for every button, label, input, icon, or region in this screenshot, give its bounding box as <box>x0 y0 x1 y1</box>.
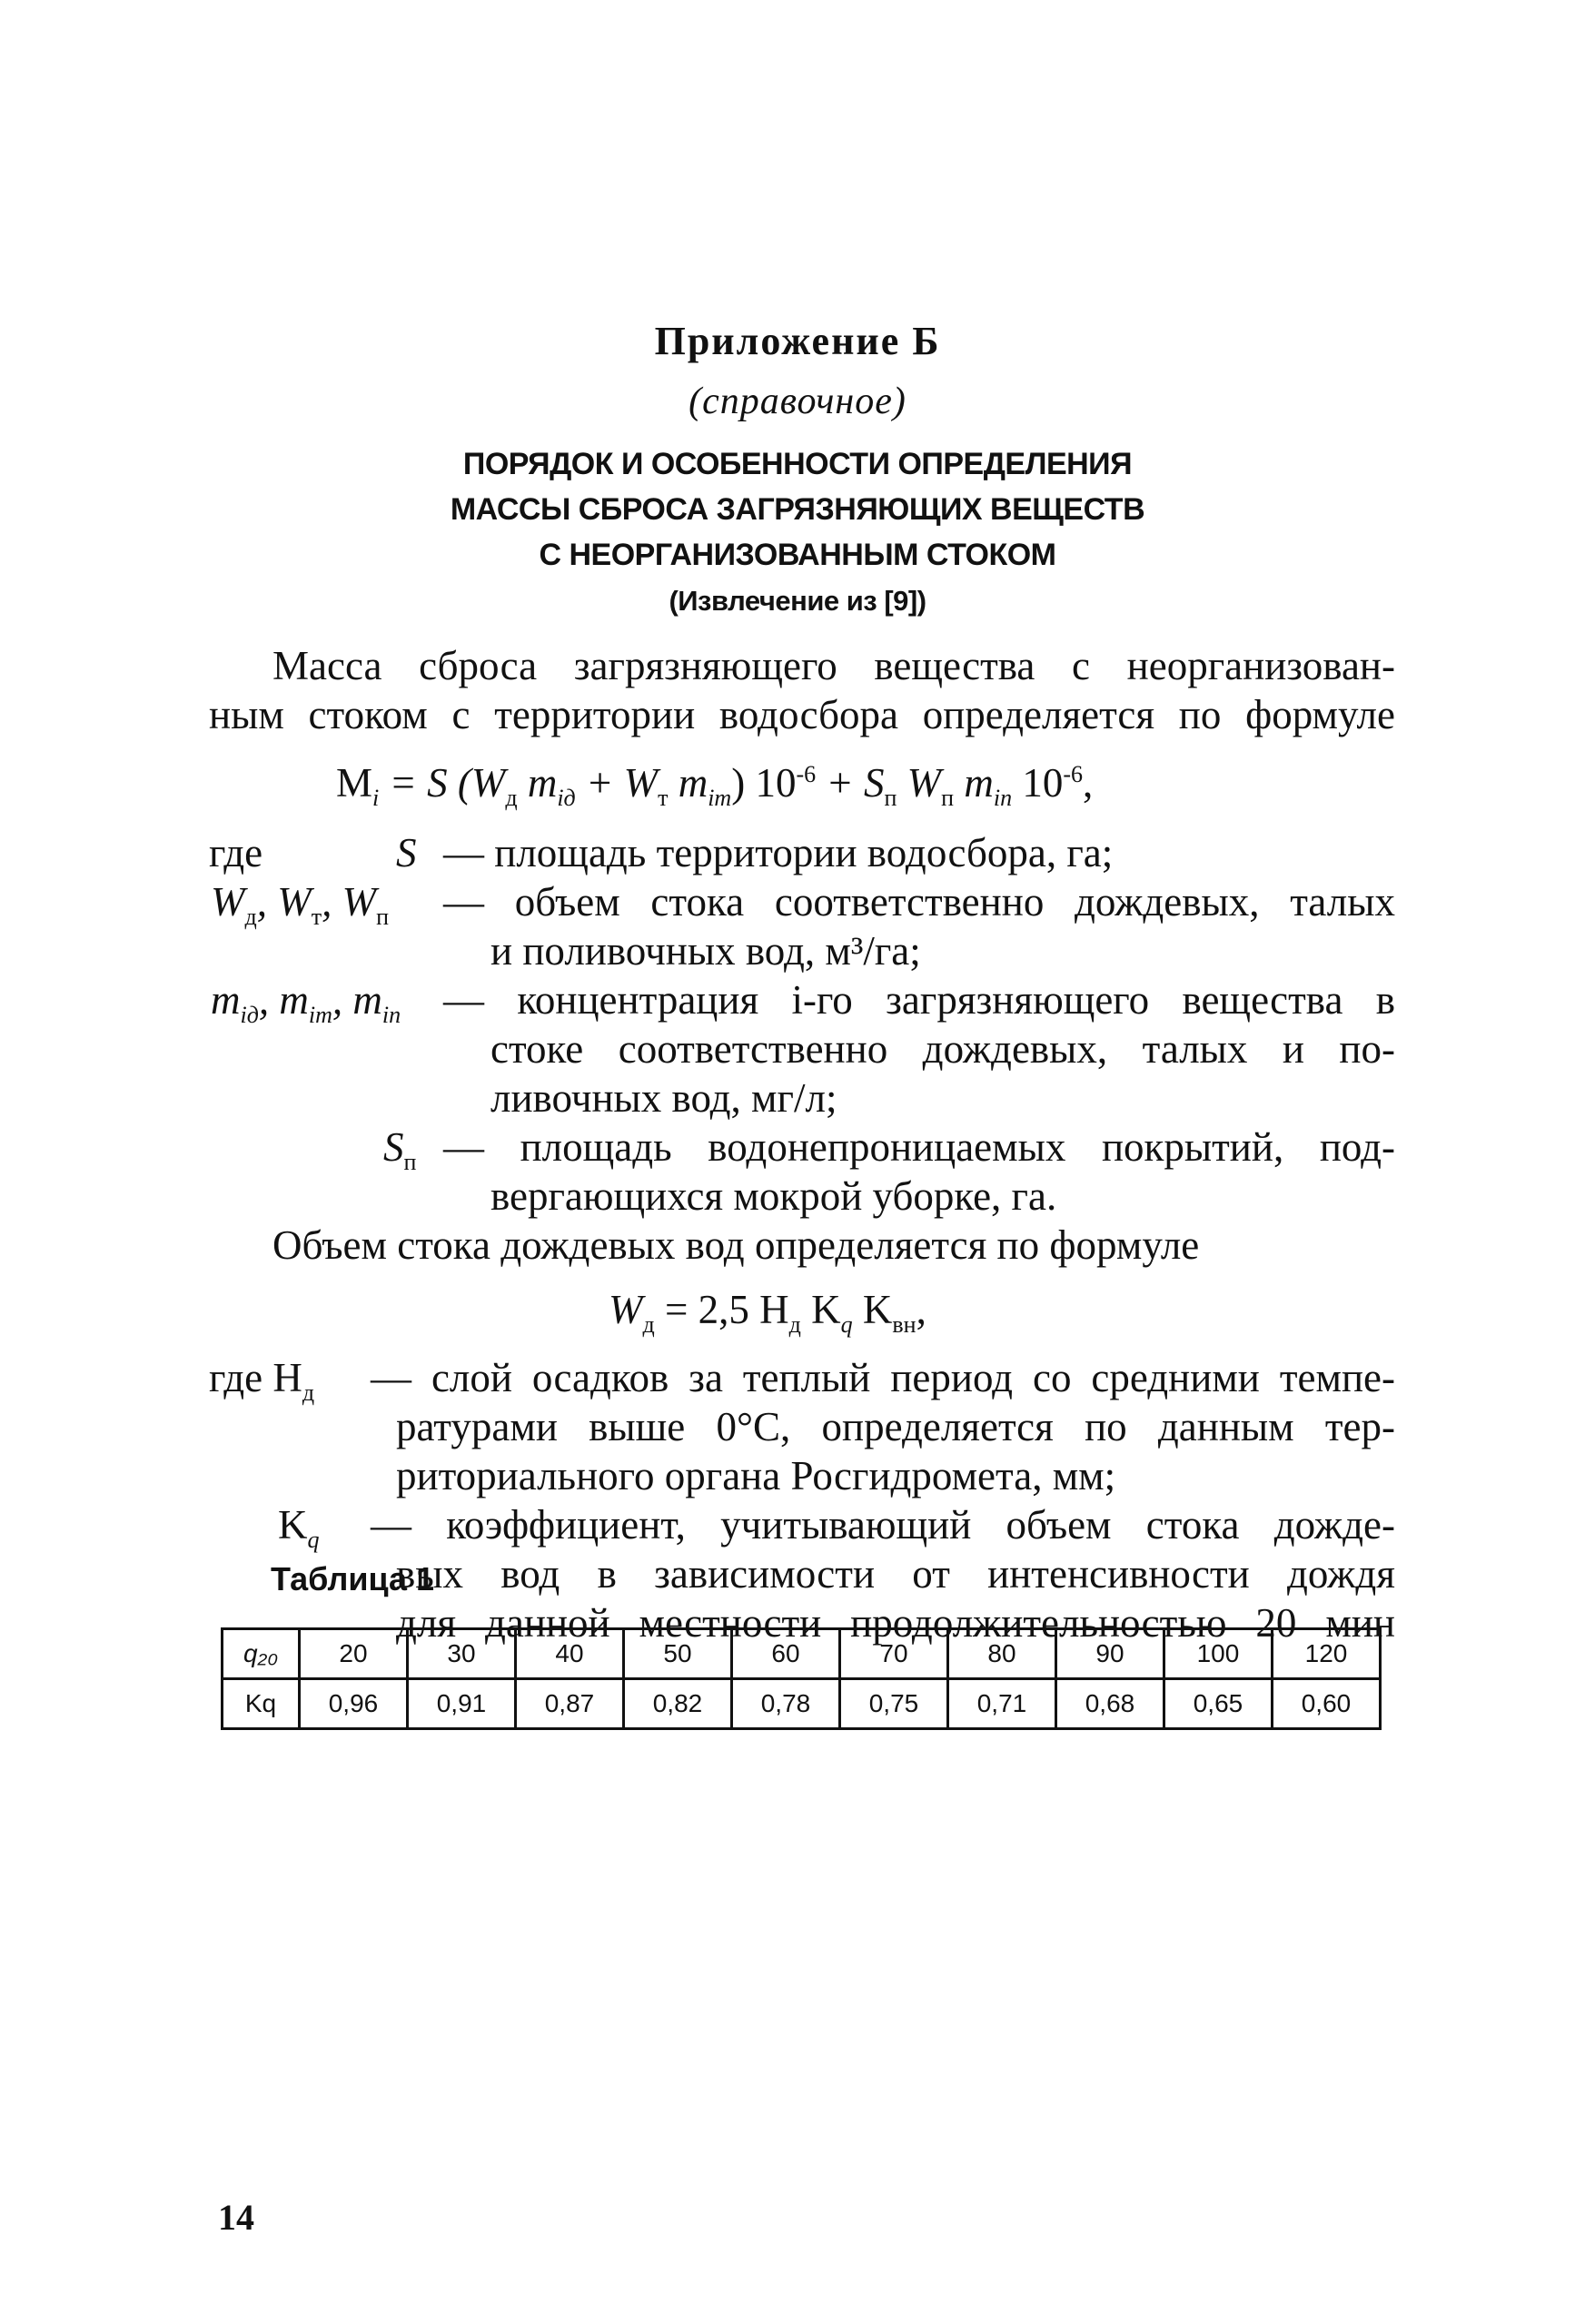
table-cell: 80 <box>947 1629 1055 1679</box>
intro-line-2: ным стоком с территории водосбора определяется по формуле <box>209 692 1395 737</box>
table-cell: 60 <box>731 1629 839 1679</box>
def-m-line-2: стоке соответственно дождевых, талых и по- <box>490 1026 1395 1072</box>
symbol-Kq: $K_q$ <box>278 1502 320 1553</box>
def-W-line-1: — объем стока соответственно дождевых, талых <box>443 879 1395 925</box>
table-cell: 0,87 <box>515 1679 623 1729</box>
table-cell: 0,91 <box>407 1679 515 1729</box>
table-row-q20 <box>223 1629 1381 1679</box>
symbols-m: $m_{iд}$, $m_{iт}$, $m_{iп}$ <box>211 977 401 1028</box>
section-heading-line-1: ПОРЯДОК И ОСОБЕННОСТИ ОПРЕДЕЛЕНИЯ <box>462 447 1133 481</box>
def-K-line-2: вых вод в зависимости от интенсивности дождя <box>396 1551 1395 1597</box>
table-cell: 0,82 <box>623 1679 731 1729</box>
def-W-line-2: и поливочных вод, м³/га; <box>490 928 921 974</box>
formula-rain-volume: $W_д = 2,5$ $H_д$ $K_q$ $K_{вн}$, <box>609 1287 926 1338</box>
paragraph-runoff: Объем стока дождевых вод определяется по формуле <box>272 1222 1200 1268</box>
row-header-q20: q₂₀ <box>223 1629 300 1679</box>
table-cell: 40 <box>515 1629 623 1679</box>
kq-table <box>221 1627 1382 1730</box>
table-cell: 0,96 <box>299 1679 407 1729</box>
table-cell: 50 <box>623 1629 731 1679</box>
table-cell: 70 <box>839 1629 947 1679</box>
table-cell: 0,71 <box>947 1679 1055 1729</box>
appendix-title: Приложение Б <box>654 319 941 363</box>
row-header-kq: Kq <box>223 1679 300 1729</box>
source-note: (Извлечение из [9]) <box>669 585 926 617</box>
symbol-H: где $H_д$ <box>209 1355 315 1406</box>
symbol-Sp: $S_п$ <box>383 1124 417 1175</box>
def-H-line-2: ратурами выше 0°С, определяется по данным тер- <box>396 1404 1395 1449</box>
table-cell: 100 <box>1164 1629 1272 1679</box>
table-cell: 0,78 <box>731 1679 839 1729</box>
appendix-subtitle: (справочное) <box>689 381 906 422</box>
formula-mass: $M_i = S$ ($W_д$ $m_{iд} + W_т$ $m_{iт}$) $10^{-6} + S_п$ $W_п$ $m_{iп}$ $10^{-6}$, <box>336 760 1094 811</box>
symbol-S: S <box>396 830 417 875</box>
table-cell: 0,68 <box>1055 1679 1164 1729</box>
def-H-line-3: риториального органа Росгидромета, мм; <box>396 1453 1116 1498</box>
table-cell: 0,75 <box>839 1679 947 1729</box>
def-m-line-1: — концентрация i-го загрязняющего вещества в <box>443 977 1395 1023</box>
section-heading-line-2: МАССЫ СБРОСА ЗАГРЯЗНЯЮЩИХ ВЕЩЕСТВ <box>450 492 1145 527</box>
table-cell: 0,60 <box>1272 1679 1380 1729</box>
where-label: где <box>209 830 263 875</box>
table-cell: 120 <box>1272 1629 1380 1679</box>
table-row-kq <box>223 1679 1381 1729</box>
def-K-line-3: для данной местности продолжительностью 20 мин <box>396 1600 1395 1646</box>
symbols-W: $W_д$, $W_т$, $W_п$ <box>211 879 390 930</box>
table-cell: 0,65 <box>1164 1679 1272 1729</box>
def-S: — площадь территории водосбора, га; <box>443 830 1114 875</box>
def-Sp-line-2: вергающихся мокрой уборке, га. <box>490 1173 1057 1219</box>
def-m-line-3: ливочных вод, мг/л; <box>490 1075 837 1121</box>
def-Sp-line-1: — площадь водонепроницаемых покрытий, под- <box>443 1124 1395 1170</box>
table-cell: 30 <box>407 1629 515 1679</box>
section-heading-line-3: С НЕОРГАНИЗОВАННЫМ СТОКОМ <box>539 538 1056 572</box>
intro-line-1: Масса сброса загрязняющего вещества с неорганизован- <box>272 643 1395 688</box>
table-cell: 90 <box>1055 1629 1164 1679</box>
def-H-line-1: — слой осадков за теплый период со средними темпе- <box>371 1355 1395 1400</box>
table-caption: Таблица 1 <box>271 1560 435 1597</box>
def-K-line-1: — коэффициент, учитывающий объем стока дожде- <box>371 1502 1395 1548</box>
page-number: 14 <box>218 2197 254 2238</box>
table-cell: 20 <box>299 1629 407 1679</box>
